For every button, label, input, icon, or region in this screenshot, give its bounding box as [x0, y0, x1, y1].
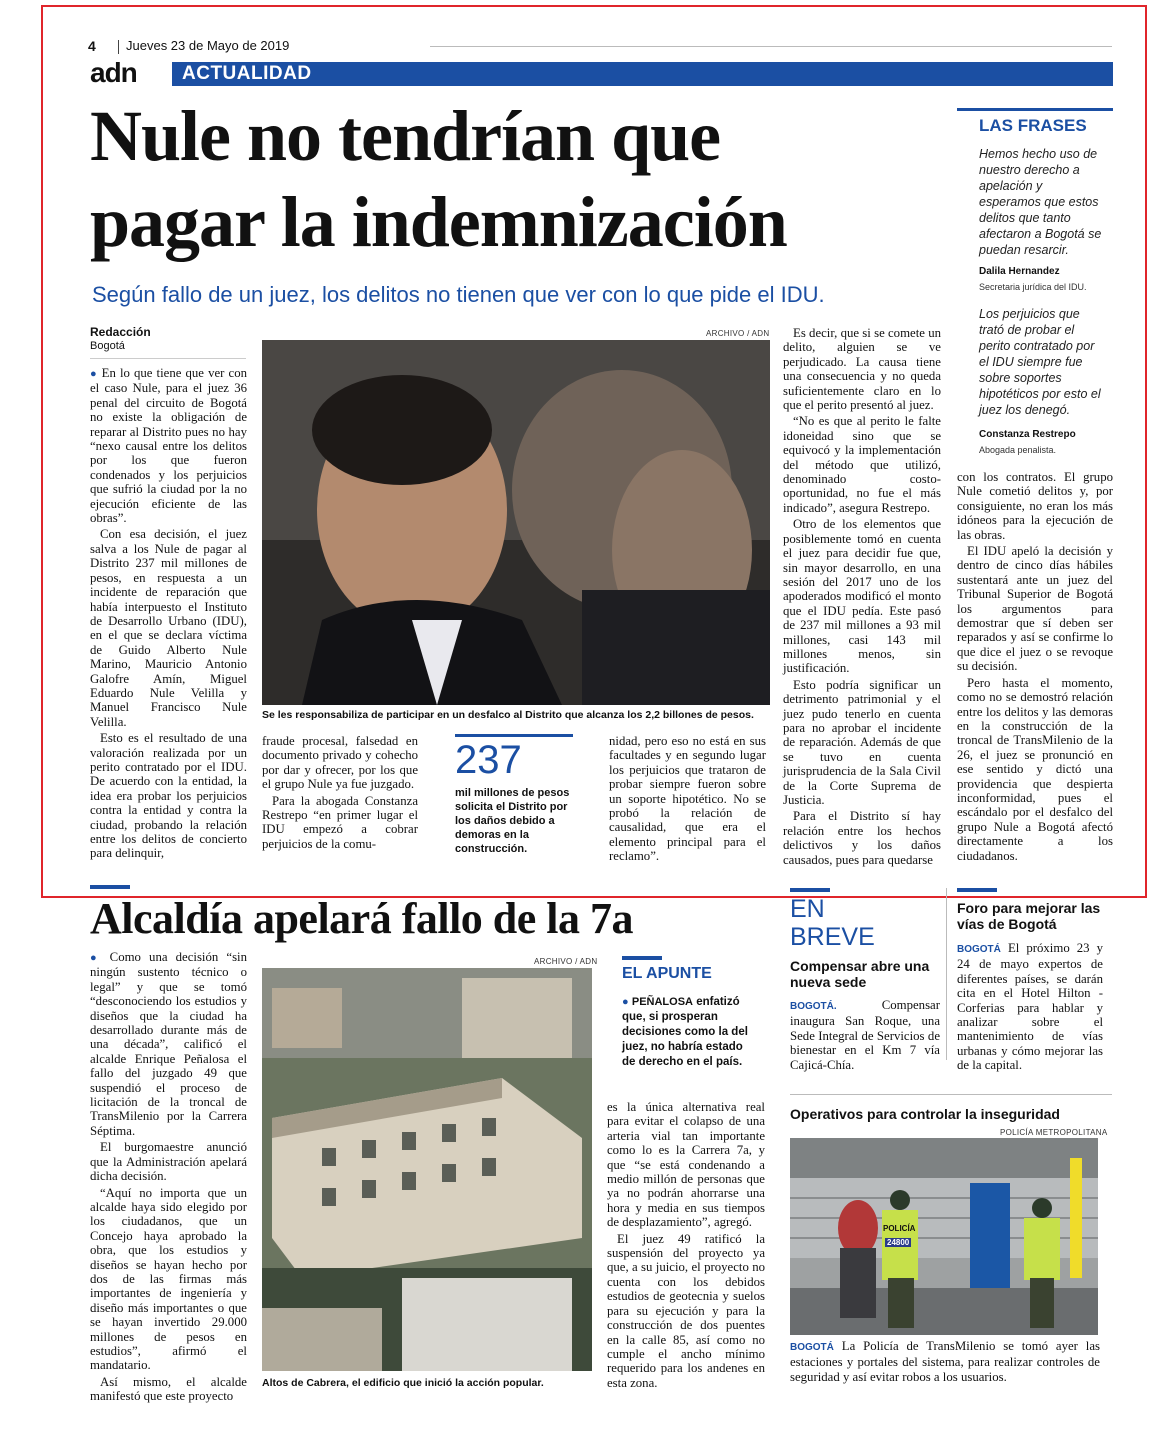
paragraph: “Aquí no importa que un alcalde haya sido elegido por los ciudadanos, que un Concejo haya aprobado la obra, que los estudios y diseños se hayan hecho por dos de las firmas más importantes de ingeniería y diseño más importantes o que se hayan invertido 29.000 millones de pesos en estudios”, afirmó el mandatario.: [90, 1185, 247, 1373]
second-photo: [262, 968, 592, 1371]
vest-label: POLICÍA: [883, 1224, 916, 1233]
apunte-text: enfatizó que, si prosperan decisiones como la del juez, no habría estado de derecho en el país.: [622, 996, 748, 1068]
second-headline: Alcaldía apelará fallo de la 7a: [90, 894, 634, 943]
second-col-1: [90, 950, 247, 1406]
foro-accent: [957, 888, 997, 892]
main-subtitle: Según fallo de un juez, los delitos no tienen que ver con lo que pide el IDU.: [92, 282, 825, 307]
paragraph: con los contratos. El grupo Nule cometió delitos y, por consiguiente, no eran los más idóneos para la ejecución de las obras.: [957, 470, 1113, 542]
foro-text: El próximo 23 y 24 de mayo expertos de diferentes países, se darán cita en el Hotel Hilton - Corferias para hablar y analizar sobre el mantenimiento de vías urbanas y cómo mejorar las de la capital.: [957, 941, 1103, 1073]
paragraph: es la única alternativa real para evitar el colapso de una arteria vial tan importante como lo es la Carrera 7a, y que “se está condenando a medio millón de personas que ya no podrán ahorrarse una hora y media en sus tiempos de desplazamiento”, agregó.: [607, 1100, 765, 1230]
stat-text: mil millones de pesos solicita el Distrito por los daños debido a demoras en la construcción.: [455, 787, 570, 855]
paragraph: Así mismo, el alcalde manifestó que este proyecto: [90, 1374, 247, 1404]
second-col-3: [607, 1100, 765, 1392]
operativos-kicker: BOGOTÁ: [790, 1342, 834, 1353]
operativos-photo: [790, 1138, 1098, 1335]
paragraph: Para el Distrito sí hay relación entre los hechos delictivos y los daños causados, pues para quedarse: [783, 809, 941, 867]
page-date: Jueves 23 de Mayo de 2019: [126, 38, 290, 53]
main-photo: [262, 340, 770, 705]
frases-top-rule: [957, 108, 1113, 111]
main-headline-line2: pagar la indemnización: [90, 182, 787, 262]
operativos-body: [790, 1339, 1100, 1386]
photo-credit: ARCHIVO / ADN: [706, 329, 770, 338]
paragraph: El IDU apeló la decisión y dentro de cinco días hábiles sustentará ante un juez del Tribunal Superior de Bogotá los argumentos para demostrar que sí deben ser reparados y así se confirme lo que dice el juez o se revoque su decisión.: [957, 544, 1113, 674]
paragraph: Otro de los elementos que posiblemente tomó en cuenta el juez para decidir fue que, sin mayor desarrollo, en una sesión del 2017 uno de los apoderados modificó el monto que el IDU pedía. Este pasó de 237 mil millones a 93 mil millones, casi 143 mil millones menos, sin justificación.: [783, 517, 941, 676]
main-photo-caption: Se les responsabiliza de participar en un desfalco al Distrito que alcanza los 2,2 billones de pesos.: [262, 709, 754, 721]
main-col-5: [783, 326, 941, 869]
apunte-accent: [622, 956, 662, 960]
paragraph: Pero hasta el momento, como no se demostró relación entre los delitos y las demoras en la construcción de la troncal de TransMilenio de la 26, el juez se pronunció en ese sentido y dictó una providencia que despierta inconformidad, pues el escándalo por el desfalco del grupo Nule a Bogotá afectó directamente a los ciudadanos.: [957, 675, 1113, 863]
operativos-headline: Operativos para controlar la inseguridad: [790, 1106, 1060, 1122]
apunte-kicker: PEÑALOSA: [631, 996, 693, 1008]
frases-box: [957, 108, 1113, 460]
apunte-body: [622, 995, 752, 1070]
main-col-1: [90, 366, 247, 863]
bullet-icon: ●: [90, 368, 98, 380]
second-photo-caption: Altos de Cabrera, el edificio que inició la acción popular.: [262, 1377, 544, 1389]
main-col-2: [262, 734, 418, 853]
page-number: 4: [88, 38, 96, 54]
frases-role-1: Secretaria jurídica del IDU.: [979, 282, 1087, 292]
bullet-icon: ●: [90, 952, 102, 964]
breve-title-2: BREVE: [790, 923, 875, 951]
frases-quote-1: Hemos hecho uso de nuestro derecho a apelación y esperamos que estos delitos que tanto afectaron a Bogotá se puedan resarcir.: [979, 147, 1102, 257]
photo-credit: ARCHIVO / ADN: [534, 957, 598, 966]
main-col-4: [609, 734, 766, 866]
foro-headline: Foro para mejorar las vías de Bogotá: [957, 900, 1101, 932]
frases-title: LAS FRASES: [979, 116, 1087, 135]
paragraph: fraude procesal, falsedad en documento privado y cohecho por dar y ofrecer, por los que el grupo Nule ya fue juzgado.: [262, 734, 418, 792]
paragraph: Es decir, que si se comete un delito, alguien se ve perjudicado. La causa tiene una consecuencia y no queda suficientemente claro en lo que el perito presentó al juez.: [783, 326, 941, 413]
frases-name-2: Constanza Restrepo: [979, 429, 1076, 440]
paragraph: nidad, pero eso no está en sus facultades y en segundo lugar los perjuicios que trataron de probar siempre fueron sobre un soporte hipotético. No se probó la relación de causalidad, que era el elemento principal para el reclamo”.: [609, 734, 766, 864]
byline: Redacción: [90, 325, 151, 339]
paragraph: El juez 49 ratificó la suspensión del proyecto ya que, a su juicio, el proyecto no cuenta con los debidos estudios de geotecnia y suelos para su ejecución y para la construcción de dos puentes en la calle 85, así como no cumple el ancho mínimo requerido para los andenes en esta zona.: [607, 1231, 765, 1390]
brand-logo: adn: [90, 57, 137, 88]
vest-number: 24800: [887, 1238, 910, 1247]
breve-headline: Compensar abre una nueva sede: [790, 958, 930, 990]
paragraph: Para la abogada Constanza Restrepo “en primer lugar el IDU empezó a cobrar perjuicios de la comu-: [262, 793, 418, 851]
header-divider: [118, 40, 119, 54]
frases-name-1: Dalila Hernandez: [979, 266, 1060, 277]
frases-role-2: Abogada penalista.: [979, 445, 1057, 455]
column-divider: [946, 888, 947, 1060]
second-article-accent: [90, 885, 130, 889]
paragraph: Con esa decisión, el juez salva a los Nule de pagar al Distrito 237 mil millones de pesos, en respuesta a un incidente de reparación que había interpuesto el Instituto de Desarrollo Urbano (IDU), en el que se declara víctima de Guido Alberto Nule Marino, Mauricio Antonio Galofre Amín, Miguel Eduardo Nule Velilla y Manuel Francisco Nule Velilla.: [90, 527, 247, 729]
paragraph: Como una decisión “sin ningún sustento técnico o legal” y que se tomó “desconociendo los estudios y diseños que la ciudad ha desarrollado durante más de una década”, calificó el alcalde Enrique Peñalosa el fallo del juzgado 49 que suspendió el proceso de licitación de la troncal de TransMilenio por la Carrera Séptima.: [90, 950, 248, 1138]
section-label: ACTUALIDAD: [182, 63, 312, 84]
paragraph: En lo que tiene que ver con el caso Nule, para el juez 36 penal del circuito de Bogotá no existe la obligación de reparar al Distrito pues no hay “nexo causal entre los delitos por los que fueron condenados y los perjuicios que sufrió la ciudad por la no ejecución eficiente de las obras”.: [90, 366, 247, 526]
foro-kicker: BOGOTÁ: [957, 944, 1001, 955]
paragraph: El burgomaestre anunció que la Administración apelará dicha decisión.: [90, 1140, 247, 1184]
operativos-text: La Policía de TransMilenio se tomó ayer las estaciones y portales del sistema, para realizar controles de seguridad y así evitar robos a los usuarios.: [790, 1339, 1100, 1384]
stat-accent-bar: [455, 734, 573, 737]
breve-accent: [790, 888, 830, 892]
main-col-6: [957, 470, 1113, 865]
section-bar: [172, 62, 1113, 86]
photo-credit: POLICÍA METROPOLITANA: [1000, 1128, 1108, 1137]
byline-rule: [90, 358, 246, 359]
paragraph: “No es que al perito le falte idoneidad sino que se equivocó y la implementación del método que utilizó, denominado costo-oportunidad, no fue el más indicado”, asegura Restrepo.: [783, 414, 941, 515]
foro-body: [957, 941, 1103, 1075]
paragraph: Esto podría significar un detrimento patrimonial y el juez pudo tenerlo en cuenta para no aprobar el incidente de reparación. Además de que se tuvo en cuenta jurisprudencia de la Sala Civil de la Corte Suprema de Justicia.: [783, 677, 941, 807]
stat-number: 237: [455, 738, 522, 782]
section-rule: [790, 1094, 1112, 1095]
stat-box: [433, 734, 593, 864]
breve-kicker: BOGOTÁ.: [790, 1001, 837, 1012]
bullet-icon: ●: [622, 996, 629, 1008]
header-rule: [430, 46, 1112, 47]
main-headline-line1: Nule no tendrían que: [90, 96, 721, 176]
frases-quote-2: Los perjuicios que trató de probar el perito contratado por el IDU siempre fue sobre soportes hipotéticos por esto el juez los denegó.: [979, 307, 1101, 417]
breve-body: [790, 998, 940, 1074]
paragraph: Esto es el resultado de una valoración realizada por un perito contratado por el IDU. De acuerdo con la entidad, la idea era probar los perjuicios contra la entidad y contra la ciudad, probando la relación entre los delitos de concierto para delinquir,: [90, 731, 247, 861]
dateline: Bogotá: [90, 340, 125, 352]
apunte-title: EL APUNTE: [622, 965, 712, 982]
breve-text: Compensar inaugura San Roque, una Sede Integral de Servicios de bienestar en el Km 7 vía Cajicá-Chía.: [790, 998, 940, 1072]
breve-title-1: EN: [790, 895, 825, 923]
